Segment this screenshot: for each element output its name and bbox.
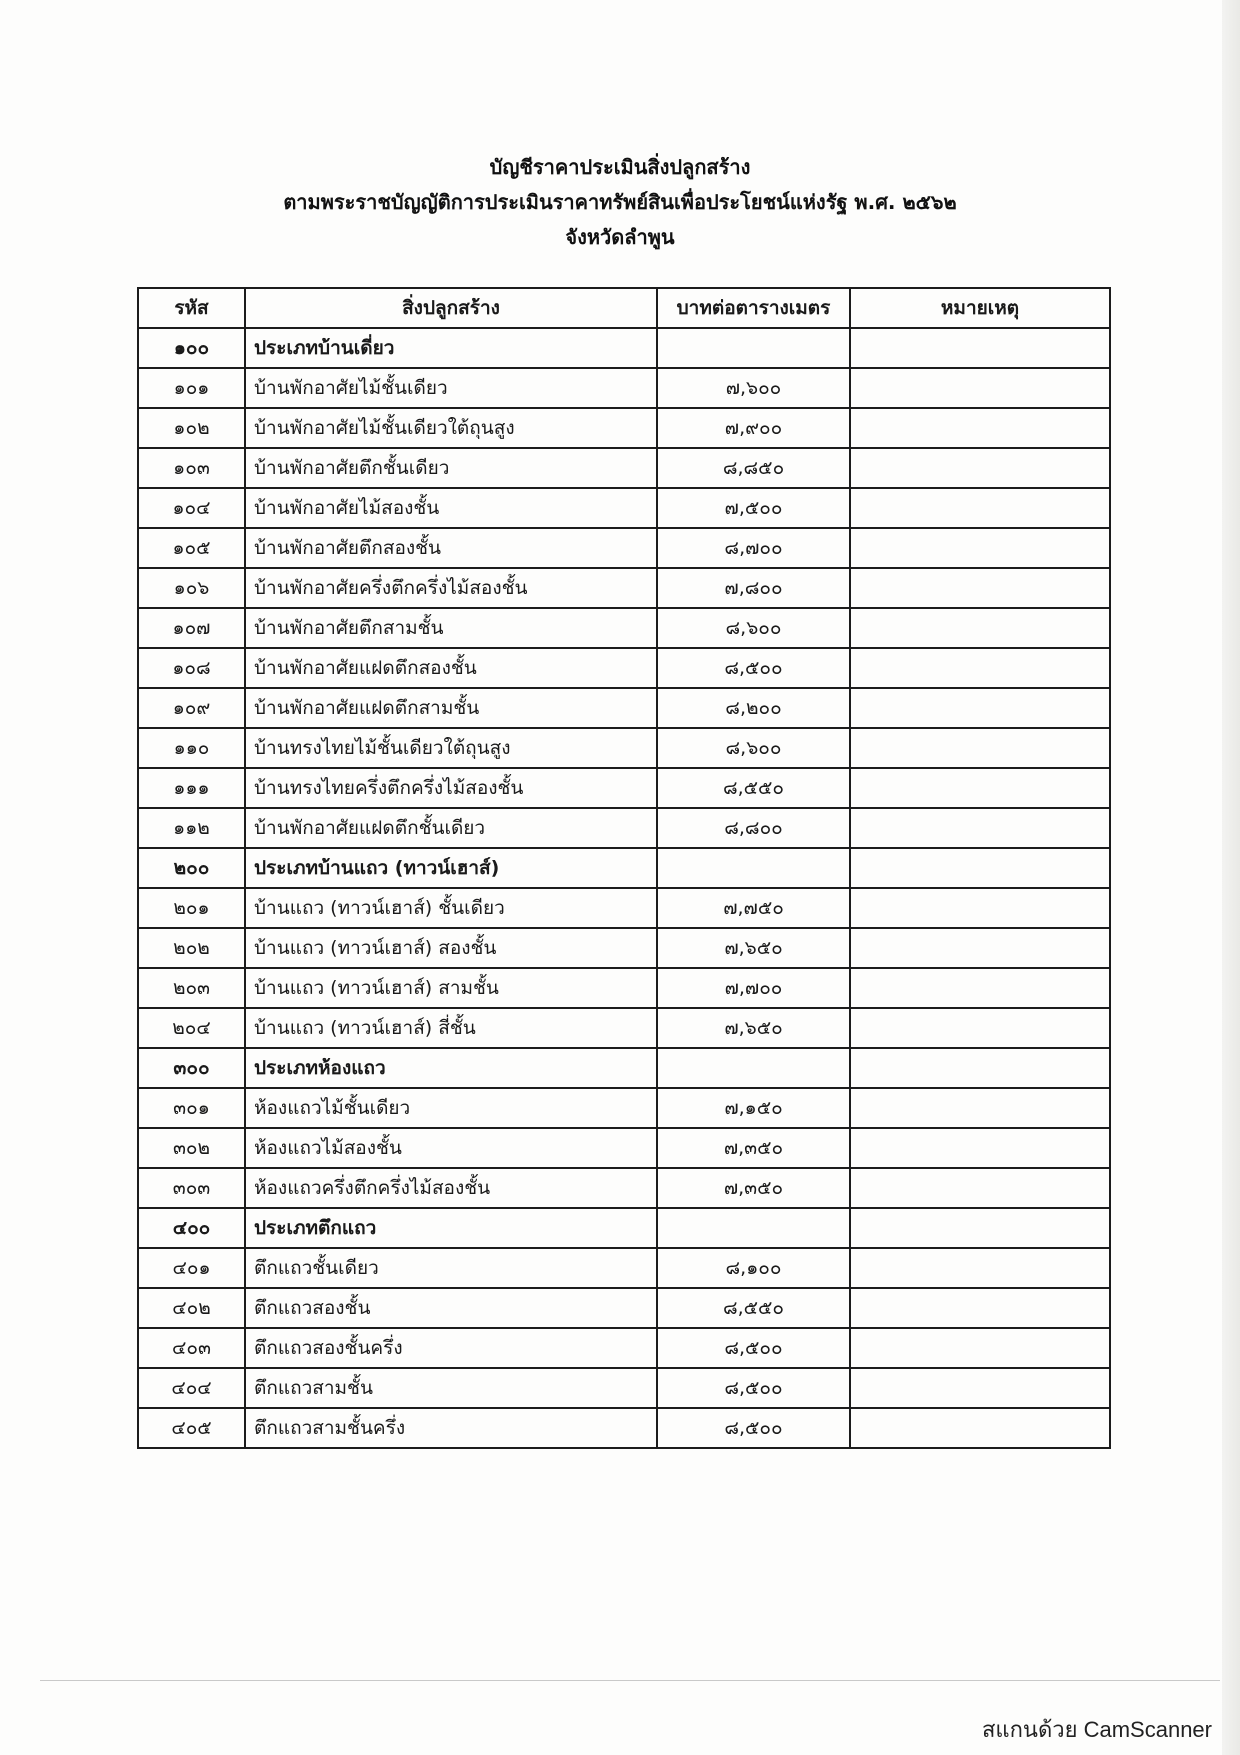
cell-note bbox=[850, 1048, 1110, 1088]
table-row bbox=[138, 448, 1110, 488]
cell-code: ๑๐๖ bbox=[138, 568, 245, 608]
cell-note bbox=[850, 848, 1110, 888]
table-row bbox=[138, 1288, 1110, 1328]
table-group-row bbox=[138, 1208, 1110, 1248]
cell-note bbox=[850, 648, 1110, 688]
table-row bbox=[138, 1088, 1110, 1128]
cell-name: บ้านแถว (ทาวน์เฮาส์) สองชั้น bbox=[245, 928, 657, 968]
cell-price: ๘,๕๕๐ bbox=[657, 768, 850, 808]
cell-note bbox=[850, 608, 1110, 648]
scanner-watermark: สแกนด้วย CamScanner bbox=[981, 1717, 1212, 1742]
price-table bbox=[137, 287, 1111, 1449]
cell-note bbox=[850, 1368, 1110, 1408]
cell-price: ๗,๗๕๐ bbox=[657, 888, 850, 928]
cell-code: ๔๐๕ bbox=[138, 1408, 245, 1448]
cell-note bbox=[850, 1088, 1110, 1128]
table-row bbox=[138, 408, 1110, 448]
cell-code: ๑๐๐ bbox=[138, 328, 245, 368]
cell-name: ตึกแถวสองชั้น bbox=[245, 1288, 657, 1328]
cell-code: ๑๐๓ bbox=[138, 448, 245, 488]
cell-code: ๑๐๑ bbox=[138, 368, 245, 408]
cell-note bbox=[850, 1288, 1110, 1328]
table-row bbox=[138, 368, 1110, 408]
table-row bbox=[138, 1128, 1110, 1168]
cell-price: ๗,๖๕๐ bbox=[657, 1008, 850, 1048]
cell-code: ๔๐๑ bbox=[138, 1248, 245, 1288]
cell-code: ๑๑๑ bbox=[138, 768, 245, 808]
table-row bbox=[138, 968, 1110, 1008]
cell-name: ตึกแถวสองชั้นครึ่ง bbox=[245, 1328, 657, 1368]
cell-code: ๑๐๘ bbox=[138, 648, 245, 688]
cell-price: ๘,๒๐๐ bbox=[657, 688, 850, 728]
cell-code: ๑๐๔ bbox=[138, 488, 245, 528]
table-row bbox=[138, 568, 1110, 608]
column-header-code: รหัส bbox=[138, 288, 245, 328]
cell-price: ๘,๖๐๐ bbox=[657, 608, 850, 648]
cell-note bbox=[850, 408, 1110, 448]
cell-price: ๘,๘๐๐ bbox=[657, 808, 850, 848]
cell-name: บ้านพักอาศัยตึกสองชั้น bbox=[245, 528, 657, 568]
cell-note bbox=[850, 968, 1110, 1008]
cell-price bbox=[657, 1208, 850, 1248]
cell-name: บ้านทรงไทยไม้ชั้นเดียวใต้ถุนสูง bbox=[245, 728, 657, 768]
cell-code: ๒๐๒ bbox=[138, 928, 245, 968]
cell-price: ๗,๙๐๐ bbox=[657, 408, 850, 448]
cell-name: บ้านพักอาศัยครึ่งตึกครึ่งไม้สองชั้น bbox=[245, 568, 657, 608]
cell-name: บ้านแถว (ทาวน์เฮาส์) สามชั้น bbox=[245, 968, 657, 1008]
bottom-divider bbox=[40, 1680, 1220, 1681]
cell-note bbox=[850, 808, 1110, 848]
cell-code: ๔๐๐ bbox=[138, 1208, 245, 1248]
document-title: บัญชีราคาประเมินสิ่งปลูกสร้าง bbox=[489, 155, 751, 179]
cell-price: ๘,๕๐๐ bbox=[657, 648, 850, 688]
column-header-name: สิ่งปลูกสร้าง bbox=[245, 288, 657, 328]
document-subtitle-act: ตามพระราชบัญญัติการประเมินราคาทรัพย์สินเพื่อประโยชน์แห่งรัฐ พ.ศ. ๒๕๖๒ bbox=[283, 190, 957, 214]
cell-code: ๑๐๙ bbox=[138, 688, 245, 728]
table-row bbox=[138, 648, 1110, 688]
cell-note bbox=[850, 688, 1110, 728]
column-header-price: บาทต่อตารางเมตร bbox=[657, 288, 850, 328]
cell-note bbox=[850, 488, 1110, 528]
cell-name: ประเภทตึกแถว bbox=[245, 1208, 657, 1248]
table-body bbox=[138, 328, 1110, 1448]
cell-price bbox=[657, 848, 850, 888]
cell-note bbox=[850, 728, 1110, 768]
cell-code: ๒๐๔ bbox=[138, 1008, 245, 1048]
cell-price: ๘,๗๐๐ bbox=[657, 528, 850, 568]
cell-name: บ้านพักอาศัยไม้สองชั้น bbox=[245, 488, 657, 528]
cell-name: ตึกแถวชั้นเดียว bbox=[245, 1248, 657, 1288]
cell-note bbox=[850, 368, 1110, 408]
cell-price: ๘,๕๐๐ bbox=[657, 1328, 850, 1368]
cell-name: บ้านพักอาศัยไม้ชั้นเดียว bbox=[245, 368, 657, 408]
cell-price: ๗,๓๕๐ bbox=[657, 1128, 850, 1168]
cell-price bbox=[657, 328, 850, 368]
table-row bbox=[138, 608, 1110, 648]
cell-code: ๔๐๓ bbox=[138, 1328, 245, 1368]
table-row bbox=[138, 888, 1110, 928]
cell-price: ๗,๘๐๐ bbox=[657, 568, 850, 608]
cell-name: ตึกแถวสามชั้น bbox=[245, 1368, 657, 1408]
cell-name: บ้านพักอาศัยไม้ชั้นเดียวใต้ถุนสูง bbox=[245, 408, 657, 448]
cell-price: ๗,๖๕๐ bbox=[657, 928, 850, 968]
cell-code: ๓๐๒ bbox=[138, 1128, 245, 1168]
column-header-note: หมายเหตุ bbox=[850, 288, 1110, 328]
cell-code: ๒๐๑ bbox=[138, 888, 245, 928]
cell-name: ประเภทห้องแถว bbox=[245, 1048, 657, 1088]
cell-code: ๑๐๒ bbox=[138, 408, 245, 448]
cell-note bbox=[850, 1008, 1110, 1048]
cell-note bbox=[850, 328, 1110, 368]
cell-code: ๑๑๒ bbox=[138, 808, 245, 848]
cell-code: ๑๐๗ bbox=[138, 608, 245, 648]
table-row bbox=[138, 688, 1110, 728]
cell-price: ๘,๑๐๐ bbox=[657, 1248, 850, 1288]
cell-name: ห้องแถวครึ่งตึกครึ่งไม้สองชั้น bbox=[245, 1168, 657, 1208]
table-row bbox=[138, 768, 1110, 808]
table-row bbox=[138, 1368, 1110, 1408]
cell-name: บ้านแถว (ทาวน์เฮาส์) ชั้นเดียว bbox=[245, 888, 657, 928]
cell-code: ๔๐๒ bbox=[138, 1288, 245, 1328]
cell-code: ๓๐๑ bbox=[138, 1088, 245, 1128]
table-row bbox=[138, 808, 1110, 848]
cell-price: ๗,๑๕๐ bbox=[657, 1088, 850, 1128]
cell-name: บ้านพักอาศัยแฝดตึกสองชั้น bbox=[245, 648, 657, 688]
cell-code: ๓๐๐ bbox=[138, 1048, 245, 1088]
cell-note bbox=[850, 1168, 1110, 1208]
cell-name: บ้านพักอาศัยแฝดตึกสามชั้น bbox=[245, 688, 657, 728]
cell-code: ๒๐๐ bbox=[138, 848, 245, 888]
table-row bbox=[138, 928, 1110, 968]
cell-code: ๑๑๐ bbox=[138, 728, 245, 768]
cell-note bbox=[850, 568, 1110, 608]
cell-price: ๗,๕๐๐ bbox=[657, 488, 850, 528]
cell-name: ตึกแถวสามชั้นครึ่ง bbox=[245, 1408, 657, 1448]
cell-note bbox=[850, 1328, 1110, 1368]
cell-name: บ้านแถว (ทาวน์เฮาส์) สี่ชั้น bbox=[245, 1008, 657, 1048]
cell-note bbox=[850, 1128, 1110, 1168]
cell-price: ๘,๕๐๐ bbox=[657, 1368, 850, 1408]
cell-note bbox=[850, 528, 1110, 568]
table-group-row bbox=[138, 1048, 1110, 1088]
table-header-row bbox=[138, 288, 1110, 328]
document-subtitle-province: จังหวัดลำพูน bbox=[565, 225, 675, 249]
cell-price: ๗,๓๕๐ bbox=[657, 1168, 850, 1208]
cell-note bbox=[850, 928, 1110, 968]
table-row bbox=[138, 488, 1110, 528]
cell-price: ๗,๗๐๐ bbox=[657, 968, 850, 1008]
cell-code: ๔๐๔ bbox=[138, 1368, 245, 1408]
table-row bbox=[138, 1248, 1110, 1288]
cell-price: ๘,๘๕๐ bbox=[657, 448, 850, 488]
cell-note bbox=[850, 768, 1110, 808]
cell-name: บ้านพักอาศัยแฝดตึกชั้นเดียว bbox=[245, 808, 657, 848]
table-row bbox=[138, 1408, 1110, 1448]
cell-code: ๓๐๓ bbox=[138, 1168, 245, 1208]
table-row bbox=[138, 1008, 1110, 1048]
table-group-row bbox=[138, 848, 1110, 888]
cell-note bbox=[850, 888, 1110, 928]
page-edge-shadow bbox=[1222, 0, 1240, 1755]
cell-code: ๒๐๓ bbox=[138, 968, 245, 1008]
cell-name: ประเภทบ้านแถว (ทาวน์เฮาส์) bbox=[245, 848, 657, 888]
table-row bbox=[138, 528, 1110, 568]
table-row bbox=[138, 1328, 1110, 1368]
cell-price: ๘,๖๐๐ bbox=[657, 728, 850, 768]
cell-price: ๘,๕๕๐ bbox=[657, 1288, 850, 1328]
cell-name: บ้านทรงไทยครึ่งตึกครึ่งไม้สองชั้น bbox=[245, 768, 657, 808]
cell-name: บ้านพักอาศัยตึกสามชั้น bbox=[245, 608, 657, 648]
cell-price: ๘,๕๐๐ bbox=[657, 1408, 850, 1448]
cell-code: ๑๐๕ bbox=[138, 528, 245, 568]
cell-price: ๗,๖๐๐ bbox=[657, 368, 850, 408]
cell-note bbox=[850, 1408, 1110, 1448]
table-row bbox=[138, 1168, 1110, 1208]
cell-note bbox=[850, 1248, 1110, 1288]
document-title-block bbox=[0, 150, 1240, 255]
table-group-row bbox=[138, 328, 1110, 368]
cell-name: บ้านพักอาศัยตึกชั้นเดียว bbox=[245, 448, 657, 488]
cell-name: ประเภทบ้านเดี่ยว bbox=[245, 328, 657, 368]
cell-note bbox=[850, 1208, 1110, 1248]
table-row bbox=[138, 728, 1110, 768]
cell-price bbox=[657, 1048, 850, 1088]
cell-name: ห้องแถวไม้สองชั้น bbox=[245, 1128, 657, 1168]
cell-note bbox=[850, 448, 1110, 488]
cell-name: ห้องแถวไม้ชั้นเดียว bbox=[245, 1088, 657, 1128]
